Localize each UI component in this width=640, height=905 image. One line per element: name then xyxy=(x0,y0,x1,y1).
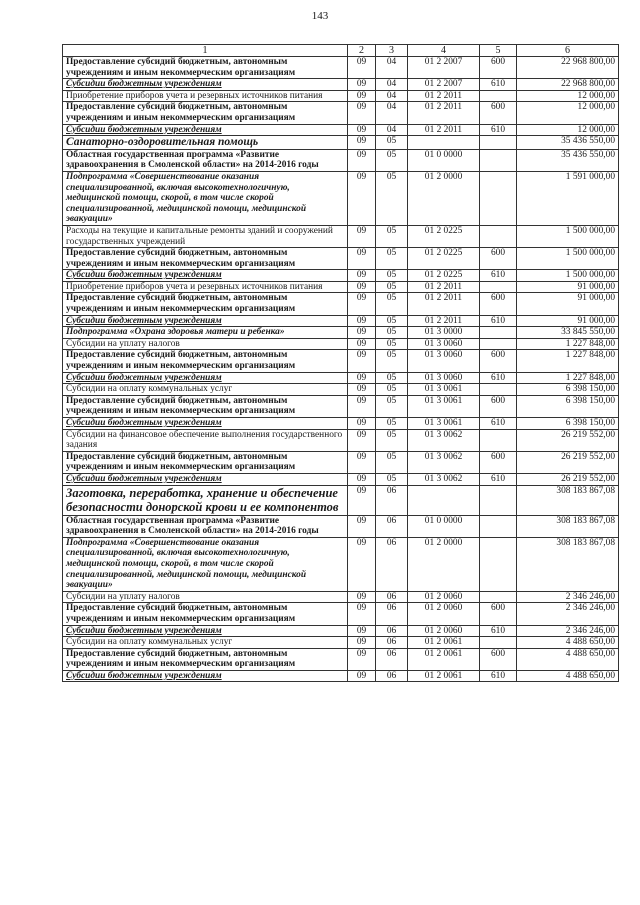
table-row xyxy=(63,171,619,225)
row-subsection-code: 06 xyxy=(376,515,408,537)
row-section-code: 09 xyxy=(348,149,376,171)
row-subsection-code: 04 xyxy=(376,57,408,79)
row-expense-type xyxy=(480,537,517,591)
row-amount: 1 227 848,00 xyxy=(517,338,619,350)
table-row xyxy=(63,102,619,124)
row-name: Предоставление субсидий бюджетным, автономным учреждениям и иным некоммерческим организациям xyxy=(63,648,348,670)
table-row xyxy=(63,327,619,339)
table-row xyxy=(63,90,619,102)
table-row xyxy=(63,225,619,247)
table-row xyxy=(63,136,619,150)
table-row xyxy=(63,395,619,417)
row-section-code: 09 xyxy=(348,418,376,430)
row-expense-type xyxy=(480,136,517,150)
row-subsection-code: 04 xyxy=(376,79,408,91)
row-subsection-code: 04 xyxy=(376,102,408,124)
row-target-article: 01 3 0060 xyxy=(408,350,480,372)
page-number: 143 xyxy=(311,10,329,22)
row-section-code: 09 xyxy=(348,57,376,79)
header-col-2: 2 xyxy=(348,45,376,57)
row-amount: 4 488 650,00 xyxy=(517,637,619,649)
row-subsection-code: 05 xyxy=(376,429,408,451)
row-target-article: 01 3 0062 xyxy=(408,429,480,451)
row-name: Субсидии бюджетным учреждениям xyxy=(63,418,348,430)
row-expense-type: 600 xyxy=(480,350,517,372)
row-subsection-code: 05 xyxy=(376,350,408,372)
row-subsection-code: 06 xyxy=(376,637,408,649)
row-section-code: 09 xyxy=(348,124,376,136)
row-name: Субсидии на оплату коммунальных услуг xyxy=(63,384,348,396)
header-col-6: 6 xyxy=(517,45,619,57)
row-expense-type xyxy=(480,338,517,350)
row-amount: 308 183 867,08 xyxy=(517,537,619,591)
row-name: Предоставление субсидий бюджетным, автономным учреждениям и иным некоммерческим организациям xyxy=(63,350,348,372)
row-subsection-code: 04 xyxy=(376,90,408,102)
row-target-article: 01 2 2011 xyxy=(408,102,480,124)
table-row xyxy=(63,124,619,136)
row-subsection-code: 06 xyxy=(376,485,408,515)
row-section-code: 09 xyxy=(348,429,376,451)
row-target-article: 01 2 0060 xyxy=(408,625,480,637)
row-name: Предоставление субсидий бюджетным, автономным учреждениям и иным некоммерческим организациям xyxy=(63,395,348,417)
row-section-code: 09 xyxy=(348,603,376,625)
row-subsection-code: 05 xyxy=(376,171,408,225)
row-target-article: 01 2 2011 xyxy=(408,293,480,315)
row-amount: 26 219 552,00 xyxy=(517,429,619,451)
row-target-article: 01 2 0225 xyxy=(408,248,480,270)
row-amount: 6 398 150,00 xyxy=(517,384,619,396)
row-section-code: 09 xyxy=(348,293,376,315)
table-row xyxy=(63,485,619,515)
table-row xyxy=(63,648,619,670)
row-section-code: 09 xyxy=(348,315,376,327)
row-expense-type xyxy=(480,327,517,339)
row-section-code: 09 xyxy=(348,171,376,225)
table-row xyxy=(63,473,619,485)
row-target-article: 01 2 2011 xyxy=(408,90,480,102)
row-subsection-code: 05 xyxy=(376,473,408,485)
row-target-article: 01 2 0060 xyxy=(408,603,480,625)
row-target-article: 01 0 0000 xyxy=(408,515,480,537)
row-subsection-code: 04 xyxy=(376,124,408,136)
row-subsection-code: 05 xyxy=(376,372,408,384)
row-target-article: 01 0 0000 xyxy=(408,149,480,171)
row-subsection-code: 05 xyxy=(376,149,408,171)
table-header-row xyxy=(63,45,619,57)
row-expense-type: 610 xyxy=(480,372,517,384)
row-subsection-code: 05 xyxy=(376,270,408,282)
row-name: Подпрограмма «Совершенствование оказания специализированной, включая высокотехнологичную, медицинской помощи, скорой, в том числе скорой специализированной, медицинской помощи, медицинской эвакуации» xyxy=(63,171,348,225)
table-row xyxy=(63,537,619,591)
table-row xyxy=(63,315,619,327)
row-amount: 26 219 552,00 xyxy=(517,473,619,485)
row-section-code: 09 xyxy=(348,384,376,396)
row-target-article: 01 2 2011 xyxy=(408,315,480,327)
row-subsection-code: 05 xyxy=(376,384,408,396)
table-row xyxy=(63,603,619,625)
row-amount: 6 398 150,00 xyxy=(517,418,619,430)
row-name: Субсидии бюджетным учреждениям xyxy=(63,79,348,91)
row-section-code: 09 xyxy=(348,90,376,102)
row-expense-type: 600 xyxy=(480,451,517,473)
row-target-article: 01 2 0000 xyxy=(408,537,480,591)
row-amount: 6 398 150,00 xyxy=(517,395,619,417)
row-section-code: 09 xyxy=(348,537,376,591)
row-amount: 12 000,00 xyxy=(517,124,619,136)
row-name: Субсидии бюджетным учреждениям xyxy=(63,670,348,682)
row-subsection-code: 05 xyxy=(376,327,408,339)
row-expense-type: 600 xyxy=(480,102,517,124)
row-section-code: 09 xyxy=(348,248,376,270)
row-amount: 308 183 867,08 xyxy=(517,485,619,515)
row-section-code: 09 xyxy=(348,591,376,603)
row-section-code: 09 xyxy=(348,670,376,682)
row-expense-type xyxy=(480,591,517,603)
row-name: Субсидии бюджетным учреждениям xyxy=(63,315,348,327)
row-subsection-code: 06 xyxy=(376,625,408,637)
row-subsection-code: 06 xyxy=(376,537,408,591)
row-expense-type: 610 xyxy=(480,625,517,637)
row-name: Субсидии на оплату коммунальных услуг xyxy=(63,637,348,649)
row-target-article: 01 3 0062 xyxy=(408,451,480,473)
row-name: Санаторно-оздоровительная помощь xyxy=(63,136,348,150)
row-expense-type: 610 xyxy=(480,473,517,485)
row-expense-type: 610 xyxy=(480,315,517,327)
row-name: Субсидии на уплату налогов xyxy=(63,338,348,350)
row-expense-type: 600 xyxy=(480,293,517,315)
row-target-article: 01 3 0060 xyxy=(408,372,480,384)
row-expense-type xyxy=(480,149,517,171)
row-name: Предоставление субсидий бюджетным, автономным учреждениям и иным некоммерческим организациям xyxy=(63,57,348,79)
row-amount: 12 000,00 xyxy=(517,90,619,102)
row-section-code: 09 xyxy=(348,485,376,515)
row-amount: 12 000,00 xyxy=(517,102,619,124)
row-target-article: 01 3 0062 xyxy=(408,473,480,485)
row-section-code: 09 xyxy=(348,270,376,282)
row-section-code: 09 xyxy=(348,225,376,247)
row-section-code: 09 xyxy=(348,102,376,124)
row-target-article: 01 3 0061 xyxy=(408,384,480,396)
row-section-code: 09 xyxy=(348,648,376,670)
row-name: Субсидии бюджетным учреждениям xyxy=(63,372,348,384)
row-name: Субсидии на финансовое обеспечение выполнения государственного задания xyxy=(63,429,348,451)
row-subsection-code: 06 xyxy=(376,670,408,682)
row-name: Предоставление субсидий бюджетным, автономным учреждениям и иным некоммерческим организациям xyxy=(63,248,348,270)
row-expense-type xyxy=(480,281,517,293)
row-amount: 35 436 550,00 xyxy=(517,136,619,150)
row-amount: 33 845 550,00 xyxy=(517,327,619,339)
row-section-code: 09 xyxy=(348,637,376,649)
row-amount: 1 227 848,00 xyxy=(517,372,619,384)
row-subsection-code: 05 xyxy=(376,338,408,350)
row-name: Подпрограмма «Совершенствование оказания специализированной, включая высокотехнологичную, медицинской помощи, скорой, в том числе скорой специализированной, медицинской помощи, медицинской эвакуации» xyxy=(63,537,348,591)
row-name: Расходы на текущие и капитальные ремонты зданий и сооружений государственных учреждений xyxy=(63,225,348,247)
row-subsection-code: 05 xyxy=(376,315,408,327)
table-row xyxy=(63,418,619,430)
row-amount: 1 227 848,00 xyxy=(517,350,619,372)
row-subsection-code: 05 xyxy=(376,293,408,315)
row-expense-type xyxy=(480,485,517,515)
row-name: Субсидии бюджетным учреждениям xyxy=(63,473,348,485)
row-target-article: 01 2 0061 xyxy=(408,670,480,682)
row-expense-type: 600 xyxy=(480,248,517,270)
row-target-article: 01 2 0061 xyxy=(408,637,480,649)
row-section-code: 09 xyxy=(348,79,376,91)
table-row xyxy=(63,515,619,537)
row-target-article: 01 2 0225 xyxy=(408,225,480,247)
row-subsection-code: 05 xyxy=(376,136,408,150)
row-expense-type: 610 xyxy=(480,418,517,430)
row-amount: 1 591 000,00 xyxy=(517,171,619,225)
row-name: Приобретение приборов учета и резервных источников питания xyxy=(63,90,348,102)
row-expense-type xyxy=(480,637,517,649)
header-col-4: 4 xyxy=(408,45,480,57)
table-row xyxy=(63,79,619,91)
row-name: Предоставление субсидий бюджетным, автономным учреждениям и иным некоммерческим организациям xyxy=(63,102,348,124)
row-section-code: 09 xyxy=(348,372,376,384)
table-row xyxy=(63,372,619,384)
row-subsection-code: 05 xyxy=(376,451,408,473)
row-amount: 2 346 246,00 xyxy=(517,625,619,637)
row-amount: 1 500 000,00 xyxy=(517,270,619,282)
row-name: Областная государственная программа «Развитие здравоохранения в Смоленской области» на 2014-2016 годы xyxy=(63,149,348,171)
row-expense-type xyxy=(480,515,517,537)
row-subsection-code: 05 xyxy=(376,395,408,417)
row-expense-type: 610 xyxy=(480,670,517,682)
row-expense-type: 610 xyxy=(480,79,517,91)
header-col-5: 5 xyxy=(480,45,517,57)
table-row xyxy=(63,384,619,396)
row-expense-type: 610 xyxy=(480,124,517,136)
row-subsection-code: 06 xyxy=(376,603,408,625)
budget-table xyxy=(62,44,619,682)
row-target-article xyxy=(408,136,480,150)
row-name: Приобретение приборов учета и резервных источников питания xyxy=(63,281,348,293)
row-name: Областная государственная программа «Развитие здравоохранения в Смоленской области» на 2014-2016 годы xyxy=(63,515,348,537)
row-name: Предоставление субсидий бюджетным, автономным учреждениям и иным некоммерческим организациям xyxy=(63,603,348,625)
row-section-code: 09 xyxy=(348,338,376,350)
row-amount: 2 346 246,00 xyxy=(517,603,619,625)
table-row xyxy=(63,429,619,451)
row-target-article: 01 2 0060 xyxy=(408,591,480,603)
row-expense-type: 600 xyxy=(480,603,517,625)
row-name: Субсидии на уплату налогов xyxy=(63,591,348,603)
row-section-code: 09 xyxy=(348,515,376,537)
table-row xyxy=(63,270,619,282)
table-row xyxy=(63,281,619,293)
row-target-article: 01 2 0000 xyxy=(408,171,480,225)
table-row xyxy=(63,149,619,171)
row-amount: 35 436 550,00 xyxy=(517,149,619,171)
row-subsection-code: 05 xyxy=(376,248,408,270)
row-name: Заготовка, переработка, хранение и обеспечение безопасности донорской крови и ее компонентов xyxy=(63,485,348,515)
row-expense-type: 610 xyxy=(480,270,517,282)
row-name: Подпрограмма «Охрана здоровья матери и ребенка» xyxy=(63,327,348,339)
row-subsection-code: 06 xyxy=(376,591,408,603)
header-col-3: 3 xyxy=(376,45,408,57)
row-target-article: 01 3 0060 xyxy=(408,338,480,350)
row-expense-type: 600 xyxy=(480,395,517,417)
table-row xyxy=(63,625,619,637)
row-amount: 26 219 552,00 xyxy=(517,451,619,473)
row-amount: 308 183 867,08 xyxy=(517,515,619,537)
row-expense-type xyxy=(480,225,517,247)
row-subsection-code: 05 xyxy=(376,418,408,430)
row-subsection-code: 06 xyxy=(376,648,408,670)
row-target-article: 01 2 0225 xyxy=(408,270,480,282)
row-expense-type: 600 xyxy=(480,648,517,670)
row-target-article: 01 3 0061 xyxy=(408,418,480,430)
row-target-article: 01 2 0061 xyxy=(408,648,480,670)
row-amount: 4 488 650,00 xyxy=(517,670,619,682)
row-subsection-code: 05 xyxy=(376,281,408,293)
row-section-code: 09 xyxy=(348,625,376,637)
row-target-article xyxy=(408,485,480,515)
row-amount: 4 488 650,00 xyxy=(517,648,619,670)
table-row xyxy=(63,637,619,649)
row-section-code: 09 xyxy=(348,281,376,293)
header-col-1: 1 xyxy=(63,45,348,57)
row-expense-type: 600 xyxy=(480,57,517,79)
table-row xyxy=(63,338,619,350)
row-target-article: 01 3 0061 xyxy=(408,395,480,417)
table-row xyxy=(63,57,619,79)
row-target-article: 01 2 2007 xyxy=(408,57,480,79)
row-name: Субсидии бюджетным учреждениям xyxy=(63,124,348,136)
row-amount: 22 968 800,00 xyxy=(517,79,619,91)
row-target-article: 01 2 2011 xyxy=(408,124,480,136)
row-amount: 1 500 000,00 xyxy=(517,248,619,270)
row-amount: 22 968 800,00 xyxy=(517,57,619,79)
row-section-code: 09 xyxy=(348,451,376,473)
row-expense-type xyxy=(480,429,517,451)
row-amount: 1 500 000,00 xyxy=(517,225,619,247)
row-section-code: 09 xyxy=(348,136,376,150)
row-section-code: 09 xyxy=(348,395,376,417)
row-section-code: 09 xyxy=(348,327,376,339)
row-name: Субсидии бюджетным учреждениям xyxy=(63,625,348,637)
table-row xyxy=(63,248,619,270)
row-target-article: 01 2 2007 xyxy=(408,79,480,91)
row-subsection-code: 05 xyxy=(376,225,408,247)
table-row xyxy=(63,670,619,682)
table-row xyxy=(63,350,619,372)
row-section-code: 09 xyxy=(348,473,376,485)
table-row xyxy=(63,293,619,315)
table-row xyxy=(63,451,619,473)
row-name: Субсидии бюджетным учреждениям xyxy=(63,270,348,282)
row-target-article: 01 2 2011 xyxy=(408,281,480,293)
row-amount: 2 346 246,00 xyxy=(517,591,619,603)
row-name: Предоставление субсидий бюджетным, автономным учреждениям и иным некоммерческим организациям xyxy=(63,293,348,315)
row-amount: 91 000,00 xyxy=(517,293,619,315)
row-section-code: 09 xyxy=(348,350,376,372)
table-row xyxy=(63,591,619,603)
row-expense-type xyxy=(480,171,517,225)
row-amount: 91 000,00 xyxy=(517,315,619,327)
row-target-article: 01 3 0000 xyxy=(408,327,480,339)
row-expense-type xyxy=(480,90,517,102)
row-name: Предоставление субсидий бюджетным, автономным учреждениям и иным некоммерческим организациям xyxy=(63,451,348,473)
row-expense-type xyxy=(480,384,517,396)
row-amount: 91 000,00 xyxy=(517,281,619,293)
